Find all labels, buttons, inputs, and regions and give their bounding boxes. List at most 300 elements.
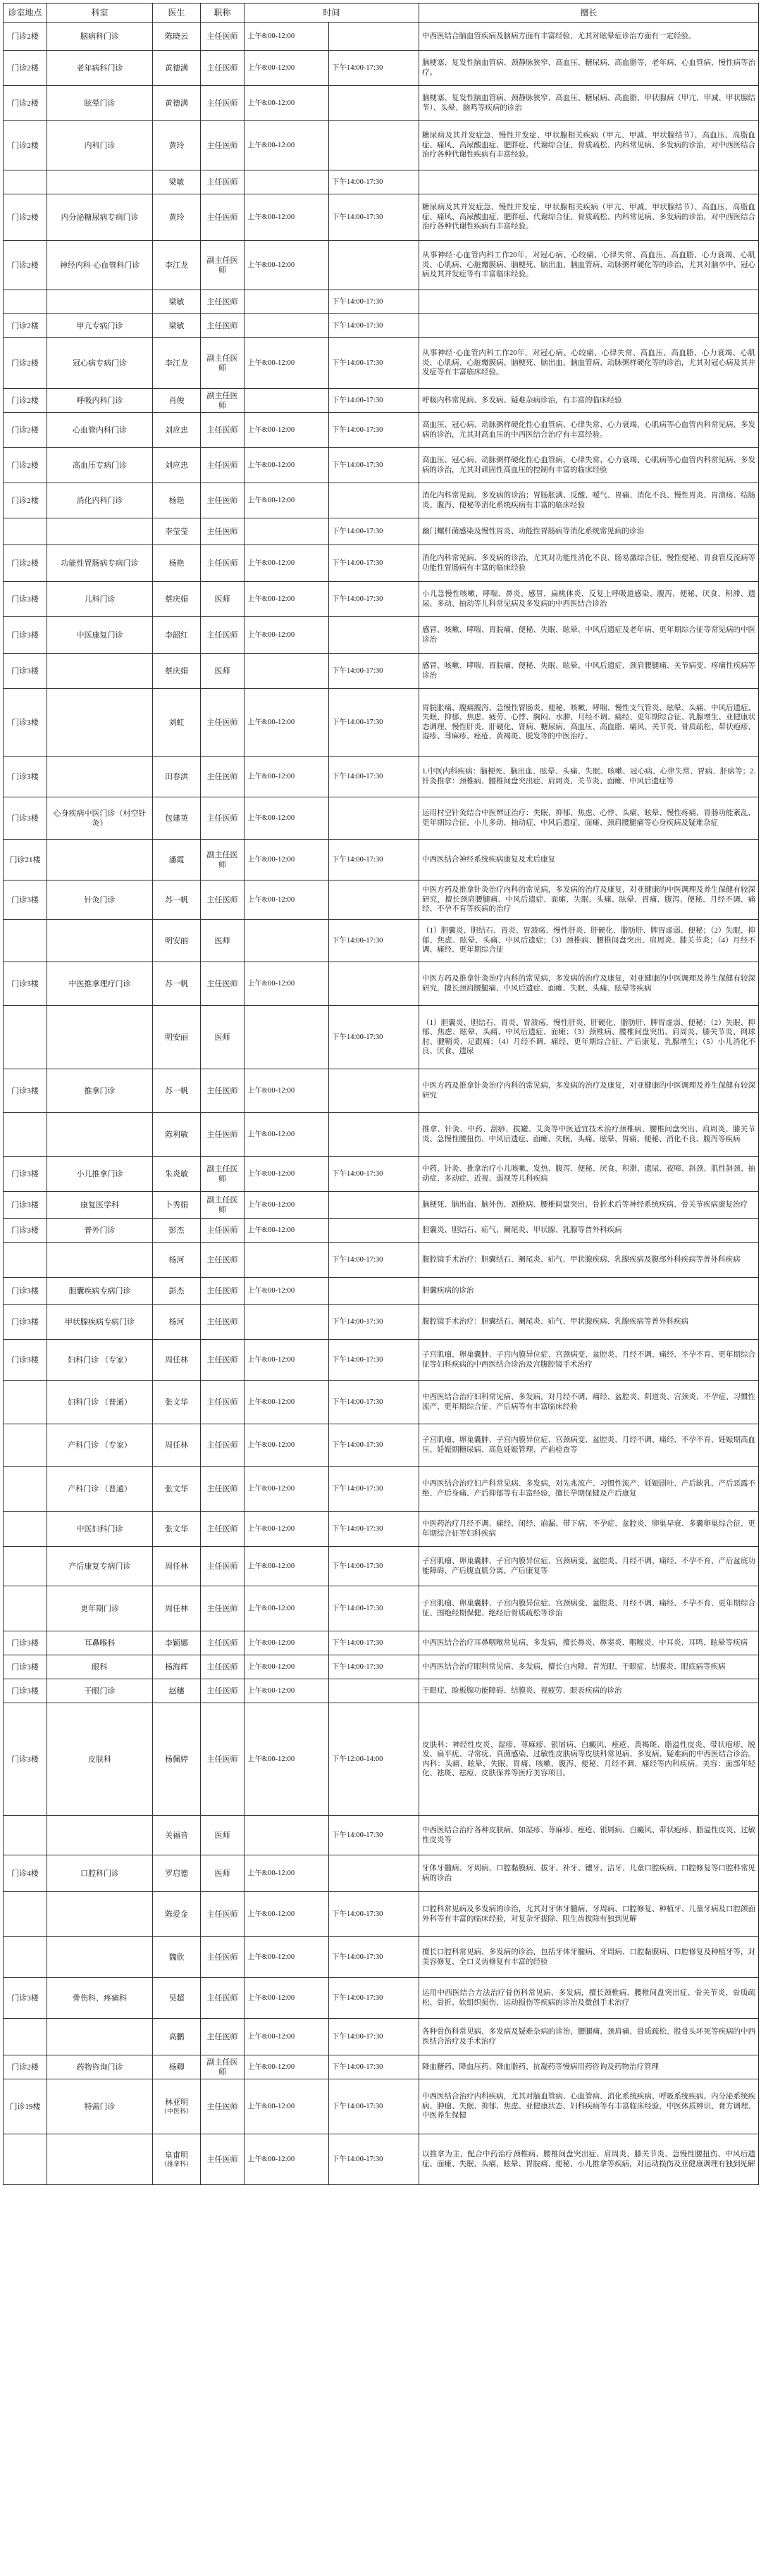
specialty-cell	[419, 51, 759, 86]
title-cell	[201, 241, 245, 290]
morning-time-cell-text: 上午8:00-12:00	[247, 559, 295, 567]
morning-time-cell-text: 上午8:00-12:00	[247, 1355, 295, 1364]
afternoon-time-cell	[329, 170, 419, 194]
title-cell-text: 主任医师	[206, 297, 238, 306]
department-cell-text: 内科门诊	[84, 141, 116, 150]
title-cell	[201, 2079, 245, 2134]
location-cell	[4, 2055, 47, 2079]
table-row	[4, 389, 759, 413]
title-cell-text: 主任医师	[206, 1317, 238, 1326]
table-row	[4, 194, 759, 241]
specialty-cell	[419, 1340, 759, 1381]
title-cell-text: 主任医师	[206, 1910, 238, 1919]
doctor-cell	[153, 483, 201, 518]
specialty-cell	[419, 23, 759, 51]
morning-time-cell-text: 上午8:00-12:00	[247, 32, 295, 40]
specialty-cell	[419, 881, 759, 920]
doctor-cell	[153, 170, 201, 194]
doctor-cell	[153, 51, 201, 86]
doctor-cell	[153, 1157, 201, 1192]
title-cell-text: 主任医师	[206, 630, 238, 640]
afternoon-time-cell	[329, 1655, 419, 1679]
specialty-cell-text: 口腔科常见病及多发病的诊治，尤其对牙体牙髓病、牙周病、口腔修复、种植牙、儿童牙病及口腔颌面外科等有丰富的临床经验，对复杂牙拔除、阻生齿拔除有独到见解	[422, 1905, 756, 1923]
morning-time-cell-text: 上午8:00-12:00	[247, 425, 295, 434]
doctor-cell	[153, 1703, 201, 1816]
location-cell-text: 门诊3楼	[11, 979, 39, 988]
location-cell	[4, 194, 47, 241]
specialty-cell-text: 中药、针灸、推拿治疗小儿咳嗽、发热、腹泻、便秘、厌食、积滞、遗尿、夜啼、斜颈、肌性斜颈、抽动症、多动症、近视、弱视等儿科疾病	[422, 1165, 756, 1183]
title-cell	[201, 920, 245, 962]
morning-time-cell-text: 上午8:00-12:00	[247, 461, 295, 469]
afternoon-time-cell	[329, 962, 419, 1006]
morning-time-cell-text: 上午8:00-12:00	[247, 1086, 295, 1095]
title-cell	[201, 518, 245, 545]
morning-time-cell-text: 上午8:00-12:00	[247, 630, 295, 639]
title-cell	[201, 545, 245, 582]
doctor-cell-text: 苏一帆	[165, 895, 188, 904]
location-cell-text: 门诊2楼	[11, 359, 39, 368]
morning-time-cell	[245, 448, 329, 483]
morning-time-cell	[245, 2055, 329, 2079]
department-cell-text: 功能性胃肠病专病门诊	[61, 559, 139, 568]
afternoon-time-cell	[329, 1467, 419, 1512]
location-cell	[4, 1679, 47, 1703]
doctor-cell-text: 梁敏	[168, 178, 185, 187]
title-cell-text: 副主任医师	[206, 2058, 238, 2077]
department-cell	[47, 121, 153, 170]
header-specialty: 擅长	[419, 4, 759, 23]
title-cell	[201, 413, 245, 448]
doctor-cell-text: 黄玲	[168, 141, 185, 150]
department-cell-text: 儿科门诊	[84, 595, 116, 604]
specialty-cell-text: 中西医结合治疗妇科常见病、多发病，对月经不调、痛经、盆腔炎、阴道炎、宫颈炎、不孕症、习惯性流产、更年期综合征、产后病等有丰富临床经验	[422, 1393, 756, 1411]
afternoon-time-cell	[329, 194, 419, 241]
afternoon-time-cell	[329, 2019, 419, 2055]
department-cell	[47, 1547, 153, 1586]
title-cell-text: 主任医师	[206, 1524, 238, 1533]
specialty-cell	[419, 1978, 759, 2019]
department-cell	[47, 1069, 153, 1113]
morning-time-cell	[245, 689, 329, 757]
specialty-cell	[419, 2079, 759, 2134]
afternoon-time-cell	[329, 582, 419, 617]
doctor-cell	[153, 617, 201, 654]
location-cell-text: 门诊3楼	[11, 1226, 39, 1235]
title-cell-text: 副主任医师	[206, 1195, 238, 1214]
specialty-cell-text: 擅长口腔科常见病、多发病的诊治，包括牙体牙髓病、牙周病、口腔黏膜病、口腔修复及种植牙等，对美容修复、全口义齿修复有丰富的经验	[422, 1948, 756, 1966]
doctor-cell	[153, 241, 201, 290]
table-row	[4, 338, 759, 389]
afternoon-time-cell	[329, 1512, 419, 1547]
department-cell-text: 药物咨询门诊	[76, 2062, 123, 2072]
afternoon-time-cell-text: 下午14:00-17:30	[332, 1033, 383, 1041]
doctor-cell-text: 林亚明	[165, 2098, 188, 2107]
morning-time-cell	[245, 23, 329, 51]
title-cell	[201, 1192, 245, 1219]
location-cell-text: 门诊3楼	[11, 1993, 39, 2003]
location-cell	[4, 448, 47, 483]
morning-time-cell-text: 上午8:00-12:00	[247, 2062, 295, 2071]
department-cell	[47, 1679, 153, 1703]
department-cell	[47, 689, 153, 757]
specialty-cell	[419, 1855, 759, 1892]
afternoon-time-cell	[329, 1192, 419, 1219]
afternoon-time-cell	[329, 1679, 419, 1703]
morning-time-cell-text: 上午8:00-12:00	[247, 855, 295, 864]
morning-time-cell	[245, 617, 329, 654]
location-cell	[4, 840, 47, 881]
afternoon-time-cell	[329, 1703, 419, 1816]
afternoon-time-cell	[329, 757, 419, 797]
afternoon-time-cell	[329, 920, 419, 962]
location-cell-text: 门诊3楼	[11, 895, 39, 904]
location-cell	[4, 797, 47, 840]
title-cell	[201, 1113, 245, 1157]
doctor-cell-text: 高鹏	[168, 2032, 185, 2041]
specialty-cell	[419, 241, 759, 290]
location-cell	[4, 1069, 47, 1113]
location-cell-text: 门诊3楼	[11, 814, 39, 823]
doctor-cell	[153, 1278, 201, 1305]
location-cell	[4, 290, 47, 314]
location-cell	[4, 1157, 47, 1192]
morning-time-cell-text: 上午8:00-12:00	[247, 1662, 295, 1671]
afternoon-time-cell-text: 下午14:00-17:30	[332, 595, 383, 603]
morning-time-cell	[245, 1381, 329, 1424]
morning-time-cell	[245, 1892, 329, 1937]
afternoon-time-cell-text: 下午14:00-17:30	[332, 213, 383, 221]
title-cell	[201, 314, 245, 338]
doctor-cell-text: 张文华	[165, 1484, 188, 1493]
title-cell	[201, 1278, 245, 1305]
doctor-cell	[153, 1467, 201, 1512]
afternoon-time-cell-text: 下午14:00-17:30	[332, 461, 383, 469]
morning-time-cell	[245, 483, 329, 518]
doctor-cell	[153, 1547, 201, 1586]
specialty-cell	[419, 1655, 759, 1679]
morning-time-cell	[245, 582, 329, 617]
afternoon-time-cell	[329, 1219, 419, 1243]
afternoon-time-cell-text: 下午14:00-17:30	[332, 718, 383, 726]
doctor-cell-text: 杨河	[168, 1317, 185, 1326]
title-cell	[201, 1069, 245, 1113]
afternoon-time-cell-text: 下午14:00-17:30	[332, 666, 383, 675]
table-row	[4, 1467, 759, 1512]
doctor-cell-text: 周任林	[165, 1604, 188, 1613]
table-row	[4, 757, 759, 797]
table-row	[4, 1157, 759, 1192]
title-cell	[201, 962, 245, 1006]
location-cell	[4, 757, 47, 797]
department-cell-text: 康复医学科	[80, 1200, 119, 1209]
doctor-cell	[153, 1192, 201, 1219]
title-cell	[201, 1243, 245, 1278]
doctor-cell	[153, 840, 201, 881]
doctor-cell-text: 黄德满	[165, 99, 188, 108]
afternoon-time-cell	[329, 2134, 419, 2185]
table-row	[4, 840, 759, 881]
afternoon-time-cell	[329, 840, 419, 881]
department-cell-text: 胆囊疾病专病门诊	[68, 1286, 131, 1295]
department-cell-text: 中医康复门诊	[76, 630, 123, 640]
afternoon-time-cell-text: 下午14:00-17:30	[332, 2102, 383, 2110]
title-cell	[201, 51, 245, 86]
specialty-cell	[419, 413, 759, 448]
morning-time-cell-text: 上午8:00-12:00	[247, 1686, 295, 1695]
title-cell	[201, 1381, 245, 1424]
morning-time-cell-text: 上午8:00-12:00	[247, 1484, 295, 1493]
afternoon-time-cell	[329, 518, 419, 545]
doctor-cell-text: 皇甫明	[165, 2151, 188, 2160]
doctor-cell	[153, 1679, 201, 1703]
location-cell-text: 门诊2楼	[11, 321, 39, 330]
doctor-cell-text: 刘应忠	[165, 461, 188, 470]
morning-time-cell-text: 上午8:00-12:00	[247, 2102, 295, 2110]
title-cell	[201, 797, 245, 840]
afternoon-time-cell-text: 下午14:00-17:30	[332, 396, 383, 404]
specialty-cell	[419, 1157, 759, 1192]
afternoon-time-cell-text: 下午14:00-17:30	[332, 2062, 383, 2071]
title-cell-text: 主任医师	[206, 178, 238, 187]
doctor-cell-text: 朱炎敏	[165, 1169, 188, 1178]
morning-time-cell	[245, 1703, 329, 1816]
morning-time-cell	[245, 1278, 329, 1305]
afternoon-time-cell	[329, 617, 419, 654]
afternoon-time-cell-text: 下午14:00-17:30	[332, 855, 383, 864]
department-cell	[47, 1305, 153, 1340]
afternoon-time-cell	[329, 2055, 419, 2079]
location-cell	[4, 338, 47, 389]
location-cell	[4, 881, 47, 920]
department-cell	[47, 1424, 153, 1467]
afternoon-time-cell	[329, 1006, 419, 1069]
afternoon-time-cell-text: 下午14:00-17:30	[332, 1255, 383, 1264]
afternoon-time-cell-text: 下午14:00-17:30	[332, 63, 383, 72]
table-row	[4, 689, 759, 757]
title-cell-text: 主任医师	[206, 213, 238, 222]
location-cell	[4, 582, 47, 617]
title-cell-text: 主任医师	[206, 1086, 238, 1095]
department-cell	[47, 1381, 153, 1424]
morning-time-cell-text: 上午8:00-12:00	[247, 141, 295, 149]
location-cell-text: 门诊2楼	[11, 32, 39, 41]
title-cell	[201, 1340, 245, 1381]
location-cell	[4, 1937, 47, 1978]
afternoon-time-cell	[329, 689, 419, 757]
title-cell-text: 主任医师	[206, 2155, 238, 2164]
specialty-cell	[419, 1219, 759, 1243]
morning-time-cell	[245, 194, 329, 241]
afternoon-time-cell	[329, 1547, 419, 1586]
morning-time-cell	[245, 86, 329, 121]
afternoon-time-cell-text: 下午14:00-17:30	[332, 527, 383, 535]
doctor-cell-text: 彭杰	[168, 1286, 185, 1295]
afternoon-time-cell-text: 下午12:00-14:00	[332, 1755, 383, 1763]
morning-time-cell	[245, 654, 329, 689]
location-cell	[4, 545, 47, 582]
specialty-cell	[419, 2134, 759, 2185]
specialty-cell	[419, 2055, 759, 2079]
doctor-cell-text: 梁敏	[168, 297, 185, 306]
doctor-cell	[153, 1006, 201, 1069]
doctor-cell	[153, 1305, 201, 1340]
morning-time-cell-text: 上午8:00-12:00	[247, 1869, 295, 1877]
department-cell	[47, 1855, 153, 1892]
header-time: 时间	[245, 4, 419, 23]
afternoon-time-cell-text: 下午14:00-17:30	[332, 1484, 383, 1493]
afternoon-time-cell	[329, 1069, 419, 1113]
department-cell-text: 冠心病专病门诊	[73, 359, 127, 368]
department-cell-text: 妇科门诊 （普通）	[68, 1398, 132, 1407]
afternoon-time-cell	[329, 1340, 419, 1381]
specialty-cell-text: 腹腔镜手术治疗：胆囊结石、阑尾炎、疝气、甲状腺疾病、乳腺疾病等普外科疾病	[422, 1317, 689, 1326]
specialty-cell	[419, 1703, 759, 1816]
morning-time-cell	[245, 757, 329, 797]
afternoon-time-cell-text: 下午14:00-17:30	[332, 1953, 383, 1961]
department-cell	[47, 962, 153, 1006]
title-cell-text: 医师	[214, 666, 230, 676]
morning-time-cell-text: 上午8:00-12:00	[247, 1604, 295, 1612]
title-cell	[201, 1679, 245, 1703]
specialty-cell	[419, 121, 759, 170]
doctor-cell	[153, 23, 201, 51]
specialty-cell-text: 皮肤科：神经性皮炎、湿疹、荨麻疹、银屑病、白癜风、痤疮、黄褐斑、脂溢性皮炎、带状疱疹、脱发、扁平疣、寻常疣、真菌感染、过敏性皮肤病等皮肤科常见病、多发病、疑难病的中西医结合诊治。内科：头痛、眩晕、失眠、胃痛、咳嗽、腹泻、便秘、月经不调、痛经等内科疾病。美容：面部年轻化、祛斑、祛痘、皮肤保养等医疗美容项目。	[422, 1741, 756, 1777]
specialty-cell-text: （1）胆囊炎、胆结石、胃炎、胃溃疡、慢性肝炎、肝硬化、脂肪肝、脾胃虚弱、便秘；（2）失眠、抑郁、焦虑、眩晕、头痛、中风后遗症；（3）颈椎病、腰椎间盘突出、肩周炎、膝关节炎；（4）月经不调、痛经、更年期综合征	[422, 927, 756, 954]
department-cell-text: 口腔科门诊	[80, 1869, 119, 1878]
department-cell	[47, 290, 153, 314]
specialty-cell-text: 中医方药及推拿针灸治疗内科的常见病，多发病的治疗及康复，对亚健康的中医调理及养生保健有较深研究，擅长颈肩腰腿痛、中风后遗症、面瘫、失眠、头痛、眩晕等疾病	[422, 975, 756, 993]
department-cell-text: 内分泌糖尿病专病门诊	[61, 213, 139, 222]
title-cell-text: 副主任医师	[206, 850, 238, 869]
doctor-cell-text: 包建英	[165, 814, 188, 823]
location-cell-text: 门诊2楼	[11, 425, 39, 435]
morning-time-cell-text: 上午8:00-12:00	[247, 2032, 295, 2041]
location-cell-text: 门诊3楼	[11, 1086, 39, 1095]
doctor-cell-text: 李莹莹	[165, 527, 188, 536]
location-cell	[4, 1305, 47, 1340]
specialty-cell-text: 推拿、针灸、中药、刮痧、拔罐、艾灸等中医适宜技术治疗颈椎病、腰椎间盘突出、肩周炎、膝关节炎、急慢性腰扭伤、中风后遗症、面瘫、失眠、头痛、眩晕、胃痛、便秘、消化不良、腹泻等疾病	[422, 1126, 756, 1143]
title-cell-text: 主任医师	[206, 1686, 238, 1695]
morning-time-cell	[245, 1467, 329, 1512]
location-cell	[4, 617, 47, 654]
title-cell	[201, 389, 245, 413]
location-cell	[4, 170, 47, 194]
table-row	[4, 483, 759, 518]
header-title: 职称	[201, 4, 245, 23]
specialty-cell	[419, 290, 759, 314]
specialty-cell-text: 子宫肌瘤、卵巢囊肿、子宫内膜异位症、宫颈病变、盆腔炎、月经不调、痛经、不孕不育、妊娠期高血压、妊娠期糖尿病、高危妊娠管理、产前检查等	[422, 1436, 756, 1454]
header-location: 诊室地点	[4, 4, 47, 23]
morning-time-cell-text: 上午8:00-12:00	[247, 1524, 295, 1533]
location-cell	[4, 1547, 47, 1586]
location-cell	[4, 389, 47, 413]
location-cell	[4, 1424, 47, 1467]
location-cell	[4, 1586, 47, 1631]
afternoon-time-cell	[329, 1631, 419, 1655]
location-cell-text: 门诊2楼	[11, 2062, 39, 2072]
afternoon-time-cell	[329, 881, 419, 920]
specialty-cell-text: 感冒、咳嗽、哮喘、胃脘痛、便秘、失眠、眩晕、中风后遗症及老年病、更年期综合征等常见病的中医诊治	[422, 626, 756, 644]
title-cell-text: 副主任医师	[206, 391, 238, 410]
specialty-cell	[419, 1424, 759, 1467]
afternoon-time-cell	[329, 1978, 419, 2019]
afternoon-time-cell	[329, 1113, 419, 1157]
doctor-cell-text: 罗启德	[165, 1869, 188, 1878]
morning-time-cell-text: 上午8:00-12:00	[247, 99, 295, 107]
title-cell	[201, 23, 245, 51]
morning-time-cell	[245, 314, 329, 338]
doctor-cell-text: 肖俊	[168, 396, 185, 405]
title-cell-text: 主任医师	[206, 1662, 238, 1672]
location-cell-text: 门诊3楼	[11, 1317, 39, 1326]
doctor-cell	[153, 2019, 201, 2055]
specialty-cell	[419, 617, 759, 654]
title-cell	[201, 881, 245, 920]
doctor-cell	[153, 1892, 201, 1937]
location-cell	[4, 1192, 47, 1219]
specialty-cell-text: 小儿急慢性咳嗽、哮喘、鼻炎、感冒、扁桃体炎、反复上呼吸道感染、腹泻、便秘、厌食、积滞、遗尿、多动、抽动等儿科常见病及多发病的中西医结合诊治	[422, 590, 756, 608]
morning-time-cell	[245, 2079, 329, 2134]
afternoon-time-cell-text: 下午14:00-17:30	[332, 297, 383, 306]
specialty-cell-text: 胃脘胀痛、腹痛腹泻、急慢性胃肠炎、便秘、咳嗽、哮喘、慢性支气管炎、眩晕、头痛、中风后遗症、失眠、抑郁、焦虑、疲劳、心悸、胸闷、水肿、月经不调、痛经、更年期综合征、乳腺增生、亚健康状态调理、慢性肝炎、肝硬化、肾病、糖尿病、高血压、高血脂、痛风、关节炎、骨质疏松、带状疱疹、湿疹、荨麻疹、痤疮、黄褐斑、脱发等的中医治疗。	[422, 704, 756, 740]
title-cell-text: 主任医师	[206, 1604, 238, 1613]
specialty-cell	[419, 86, 759, 121]
location-cell	[4, 241, 47, 290]
afternoon-time-cell-text: 下午14:00-17:30	[332, 772, 383, 780]
specialty-cell-text: 幽门螺杆菌感染及慢性胃炎、功能性胃肠病等消化系统常见病的诊治	[422, 527, 645, 535]
specialty-cell	[419, 1243, 759, 1278]
doctor-cell	[153, 1655, 201, 1679]
morning-time-cell-text: 上午8:00-12:00	[247, 595, 295, 603]
title-cell-text: 主任医师	[206, 527, 238, 536]
morning-time-cell-text: 上午8:00-12:00	[247, 1638, 295, 1647]
doctor-cell	[153, 1069, 201, 1113]
doctor-cell-text: 杨海辉	[165, 1662, 188, 1672]
doctor-cell-text: 杨艳	[168, 496, 185, 505]
title-cell	[201, 170, 245, 194]
doctor-note: （中医科）	[160, 2108, 192, 2115]
specialty-cell-text: 胆囊炎、胆结石、疝气、阑尾炎、甲状腺、乳腺等普外科疾病	[422, 1226, 622, 1234]
doctor-cell-text: 周任林	[165, 1441, 188, 1450]
afternoon-time-cell-text: 下午14:00-17:30	[332, 2155, 383, 2163]
department-cell	[47, 51, 153, 86]
table-row	[4, 1937, 759, 1978]
table-row	[4, 448, 759, 483]
location-cell-text: 门诊2楼	[11, 213, 39, 222]
table-row	[4, 1703, 759, 1816]
morning-time-cell	[245, 1340, 329, 1381]
location-cell	[4, 413, 47, 448]
doctor-cell	[153, 194, 201, 241]
location-cell	[4, 2079, 47, 2134]
department-cell	[47, 2079, 153, 2134]
specialty-cell	[419, 1305, 759, 1340]
morning-time-cell-text: 上午8:00-12:00	[247, 213, 295, 221]
location-cell	[4, 51, 47, 86]
specialty-cell	[419, 1512, 759, 1547]
doctor-cell	[153, 1937, 201, 1978]
location-cell	[4, 1631, 47, 1655]
department-cell	[47, 617, 153, 654]
doctor-cell-text: 李韶红	[165, 630, 188, 640]
doctor-cell	[153, 1219, 201, 1243]
specialty-cell-text: 中西医结合脑血管疾病及脑病方面有丰富经验，尤其对眩晕症诊治方面有一定经验。	[422, 32, 696, 40]
afternoon-time-cell-text: 下午14:00-17:30	[332, 936, 383, 945]
doctor-cell	[153, 86, 201, 121]
table-row	[4, 86, 759, 121]
table-row	[4, 1069, 759, 1113]
title-cell-text: 主任医师	[206, 1130, 238, 1139]
